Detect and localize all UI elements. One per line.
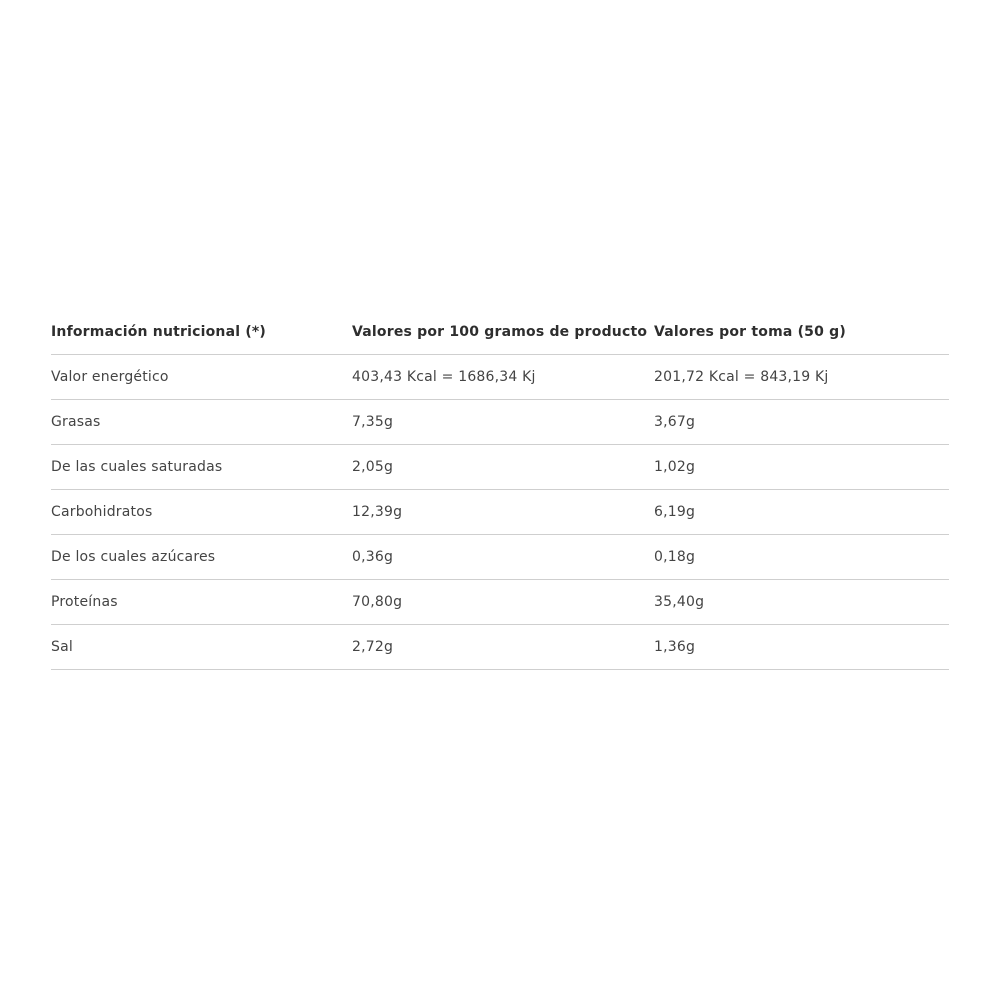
value-per-serving: 6,19g	[654, 504, 696, 520]
row-label: Sal	[51, 639, 73, 655]
header-per-serving: Valores por toma (50 g)	[654, 324, 846, 340]
nutrition-table	[51, 310, 949, 670]
value-per-100g: 2,05g	[352, 459, 394, 475]
value-per-100g: 7,35g	[352, 414, 394, 430]
table-row	[51, 445, 949, 490]
table-header-row	[51, 310, 949, 355]
table-row	[51, 355, 949, 400]
value-per-serving: 201,72 Kcal = 843,19 Kj	[654, 369, 829, 385]
value-per-100g: 12,39g	[352, 504, 403, 520]
row-label: Proteínas	[51, 594, 118, 610]
table-row	[51, 400, 949, 445]
header-per-100g: Valores por 100 gramos de producto	[352, 324, 648, 340]
value-per-serving: 35,40g	[654, 594, 705, 610]
table-row	[51, 625, 949, 670]
table-row	[51, 490, 949, 535]
header-nutrition-info: Información nutricional (*)	[51, 324, 267, 340]
value-per-serving: 3,67g	[654, 414, 696, 430]
row-label: De las cuales saturadas	[51, 459, 223, 475]
value-per-100g: 70,80g	[352, 594, 403, 610]
table-row	[51, 580, 949, 625]
value-per-serving: 1,02g	[654, 459, 696, 475]
row-label: De los cuales azúcares	[51, 549, 216, 565]
value-per-100g: 0,36g	[352, 549, 394, 565]
value-per-100g: 403,43 Kcal = 1686,34 Kj	[352, 369, 536, 385]
value-per-100g: 2,72g	[352, 639, 394, 655]
table-row	[51, 535, 949, 580]
value-per-serving: 0,18g	[654, 549, 696, 565]
row-label: Grasas	[51, 414, 101, 430]
row-label: Carbohidratos	[51, 504, 153, 520]
value-per-serving: 1,36g	[654, 639, 696, 655]
row-label: Valor energético	[51, 369, 169, 385]
